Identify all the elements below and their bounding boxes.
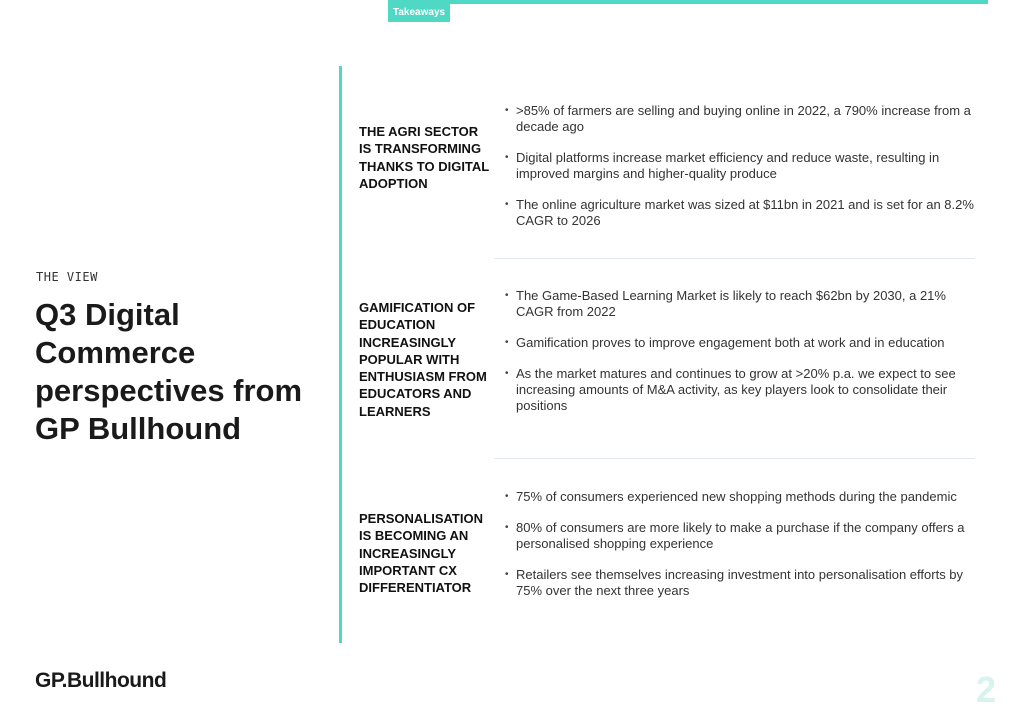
bullet-item: • 75% of consumers experienced new shopping methods during the pandemic <box>505 489 975 505</box>
page-title: Q3 Digital Commerce perspectives from GP Bullhound <box>35 297 303 446</box>
section-separator <box>494 458 975 459</box>
bullet-list <box>505 103 975 244</box>
bullet-item: • Digital platforms increase market efficiency and reduce waste, resulting in improved margins and higher-quality produce <box>505 150 975 182</box>
bullet-item: • The online agriculture market was sized at $11bn in 2021 and is set for an 8.2% CAGR to 2026 <box>505 197 975 229</box>
section-heading: PERSONALISATION IS BECOMING AN INCREASINGLY IMPORTANT CX DIFFERENTIATOR <box>359 511 483 596</box>
eyebrow-label: THE VIEW <box>36 270 98 284</box>
bullet-list <box>505 288 975 429</box>
bullet-item: • Retailers see themselves increasing investment into personalisation efforts by 75% over the next three years <box>505 567 975 599</box>
section-separator <box>494 258 975 259</box>
bullet-item: • As the market matures and continues to grow at >20% p.a. we expect to see increasing amounts of M&A activity, as key players look to consolidate their positions <box>505 366 975 414</box>
section-heading: THE AGRI SECTOR IS TRANSFORMING THANKS TO DIGITAL ADOPTION <box>359 124 489 191</box>
bullet-item: • 80% of consumers are more likely to make a purchase if the company offers a personalised shopping experience <box>505 520 975 552</box>
takeaways-tag: Takeaways <box>388 4 450 22</box>
vertical-divider <box>339 66 342 643</box>
top-accent-rule <box>388 0 988 4</box>
bullet-item: • Gamification proves to improve engagement both at work and in education <box>505 335 975 351</box>
bullet-list <box>505 489 975 614</box>
bullet-item: • >85% of farmers are selling and buying online in 2022, a 790% increase from a decade ago <box>505 103 975 135</box>
section-heading: GAMIFICATION OF EDUCATION INCREASINGLY POPULAR WITH ENTHUSIASM FROM EDUCATORS AND LEARNERS <box>359 300 487 419</box>
page-number: 2 <box>976 669 997 709</box>
gp-bullhound-logo: GP.Bullhound <box>35 669 167 692</box>
bullet-item: • The Game-Based Learning Market is likely to reach $62bn by 2030, a 21% CAGR from 2022 <box>505 288 975 320</box>
